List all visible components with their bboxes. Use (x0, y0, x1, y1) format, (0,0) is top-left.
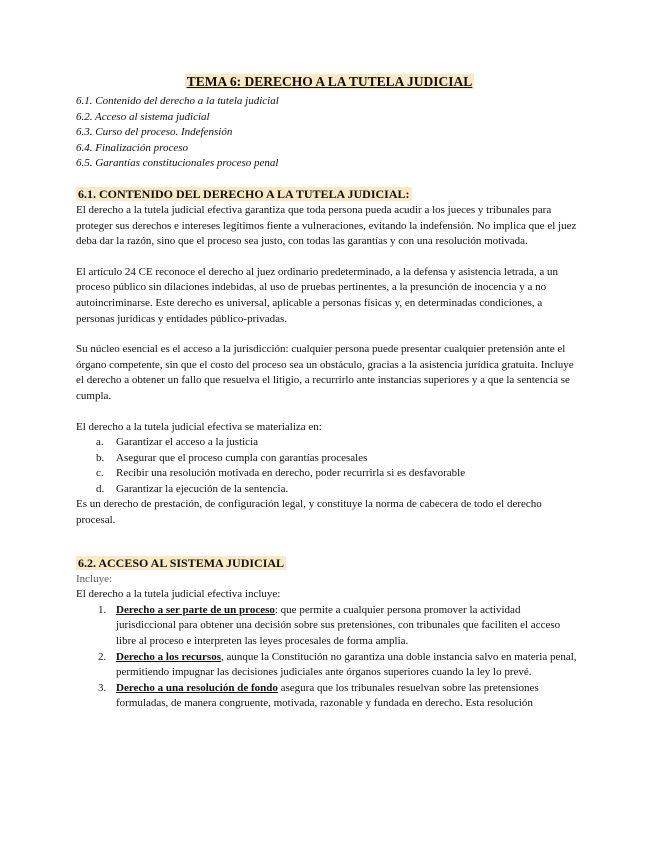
section-heading-text: 6.2. ACCESO AL SISTEMA JUDICIAL (78, 555, 285, 570)
section-heading-text: 6.1. CONTENIDO DEL DERECHO A LA TUTELA JUDICIAL: (78, 186, 410, 201)
list-item-text: Recibir una resolución motivada en derecho, poder recurrirla si es desfavorable (116, 467, 466, 480)
document-title (76, 74, 583, 90)
list-item (98, 603, 583, 650)
paragraph: El derecho a la tutela judicial efectiva garantiza que toda persona pueda acudir a los jueces y tribunales para proteger sus derechos e intereses legítimos fiente a vulneraciones, evitando la indefensión. No implica que el juez deba dar la razón, sino que el proceso sea justo, con todas las garantías y con una resolución motivada. (76, 203, 577, 248)
list-item-text: , aunque la Constitución no garantiza una doble instancia salvo en materia penal, permitiendo impugnar las decisiones judiciales ante órganos superiores cuando la ley lo prevé. (116, 650, 577, 679)
list-item-term: Derecho a los recursos (116, 650, 221, 663)
toc-item: 6.2. Acceso al sistema judicial (76, 110, 210, 123)
list-item-text: asegura que los tribunales resuelvan sobre las pretensiones formuladas, de manera congruente, motivada, razonable y fundada en derecho. Esta resolución (116, 681, 539, 710)
list-item (98, 650, 583, 681)
list-item-text: : que permite a cualquier persona promover la actividad jurisdiccional para obtener una decisión sobre sus pretensiones, con tribunales que faciliten el acceso libre al proceso e interpreten las leyes procesales de forma amplia. (116, 603, 561, 648)
list-item-text: Garantizar el acceso a la justicia (116, 436, 259, 449)
list-item-term: Derecho a una resolución de fondo (116, 681, 278, 694)
paragraph: El derecho a la tutela judicial efectiva se materializa en: (76, 420, 322, 433)
list-marker: 2. (98, 650, 107, 663)
table-of-contents (76, 94, 583, 172)
paragraph: Es un derecho de prestación, de configuración legal, y constituye la norma de cabecera de todo el derecho procesal. (76, 498, 542, 527)
list-marker: 1. (98, 603, 107, 616)
section-heading (76, 186, 583, 203)
list-marker: d. (96, 482, 105, 495)
toc-item: 6.4. Finalización proceso (76, 141, 189, 154)
toc-item: 6.5. Garantías constitucionales proceso penal (76, 157, 279, 170)
list-marker: a. (96, 436, 104, 449)
list-item (96, 435, 583, 451)
title-text: TEMA 6: DERECHO A LA TUTELA JUDICIAL (186, 74, 473, 89)
paragraph: El derecho a la tutela judicial efectiva incluye: (76, 588, 281, 601)
paragraph: El artículo 24 CE reconoce el derecho al juez ordinario predeterminado, a la defensa y asistencia letrada, a un proceso público sin dilaciones indebidas, al uso de pruebas pertinentes, a la presunción de inocencia y a no autoincriminarse. Este derecho es universal, aplicable a personas físicas y, en determinadas condiciones, a personas jurídicas y entidades público-privadas. (76, 265, 558, 325)
list-item (98, 681, 583, 712)
list-marker: b. (96, 451, 105, 464)
list-item-term: Derecho a ser parte de un proceso (116, 603, 275, 616)
list-item (96, 482, 583, 498)
section-heading (76, 555, 583, 572)
list-marker: c. (96, 467, 104, 480)
paragraph: Su núcleo esencial es el acceso a la jurisdicción: cualquier persona puede presentar cualquier pretensión ante el órgano competente, sin que el costo del proceso sea un obstáculo, gracias a la asistencia jurídica gratuita. Incluye el derecho a obtener un fallo que resuelva el litigio, a recurrirlo ante instancias superiores y a que la sentencia se cumpla. (76, 343, 574, 402)
lettered-list (76, 435, 583, 497)
toc-item: 6.1. Contenido del derecho a la tutela judicial (76, 95, 279, 107)
list-item-text: Asegurar que el proceso cumpla con garantías procesales (116, 451, 368, 464)
paragraph: Incluye: (76, 572, 113, 585)
list-item-text: Garantizar la ejecución de la sentencia. (116, 482, 289, 495)
toc-item: 6.3. Curso del proceso. Indefensión (76, 126, 233, 139)
list-item (96, 451, 583, 467)
numbered-list (76, 603, 583, 712)
list-marker: 3. (98, 681, 107, 694)
list-item (96, 466, 583, 482)
